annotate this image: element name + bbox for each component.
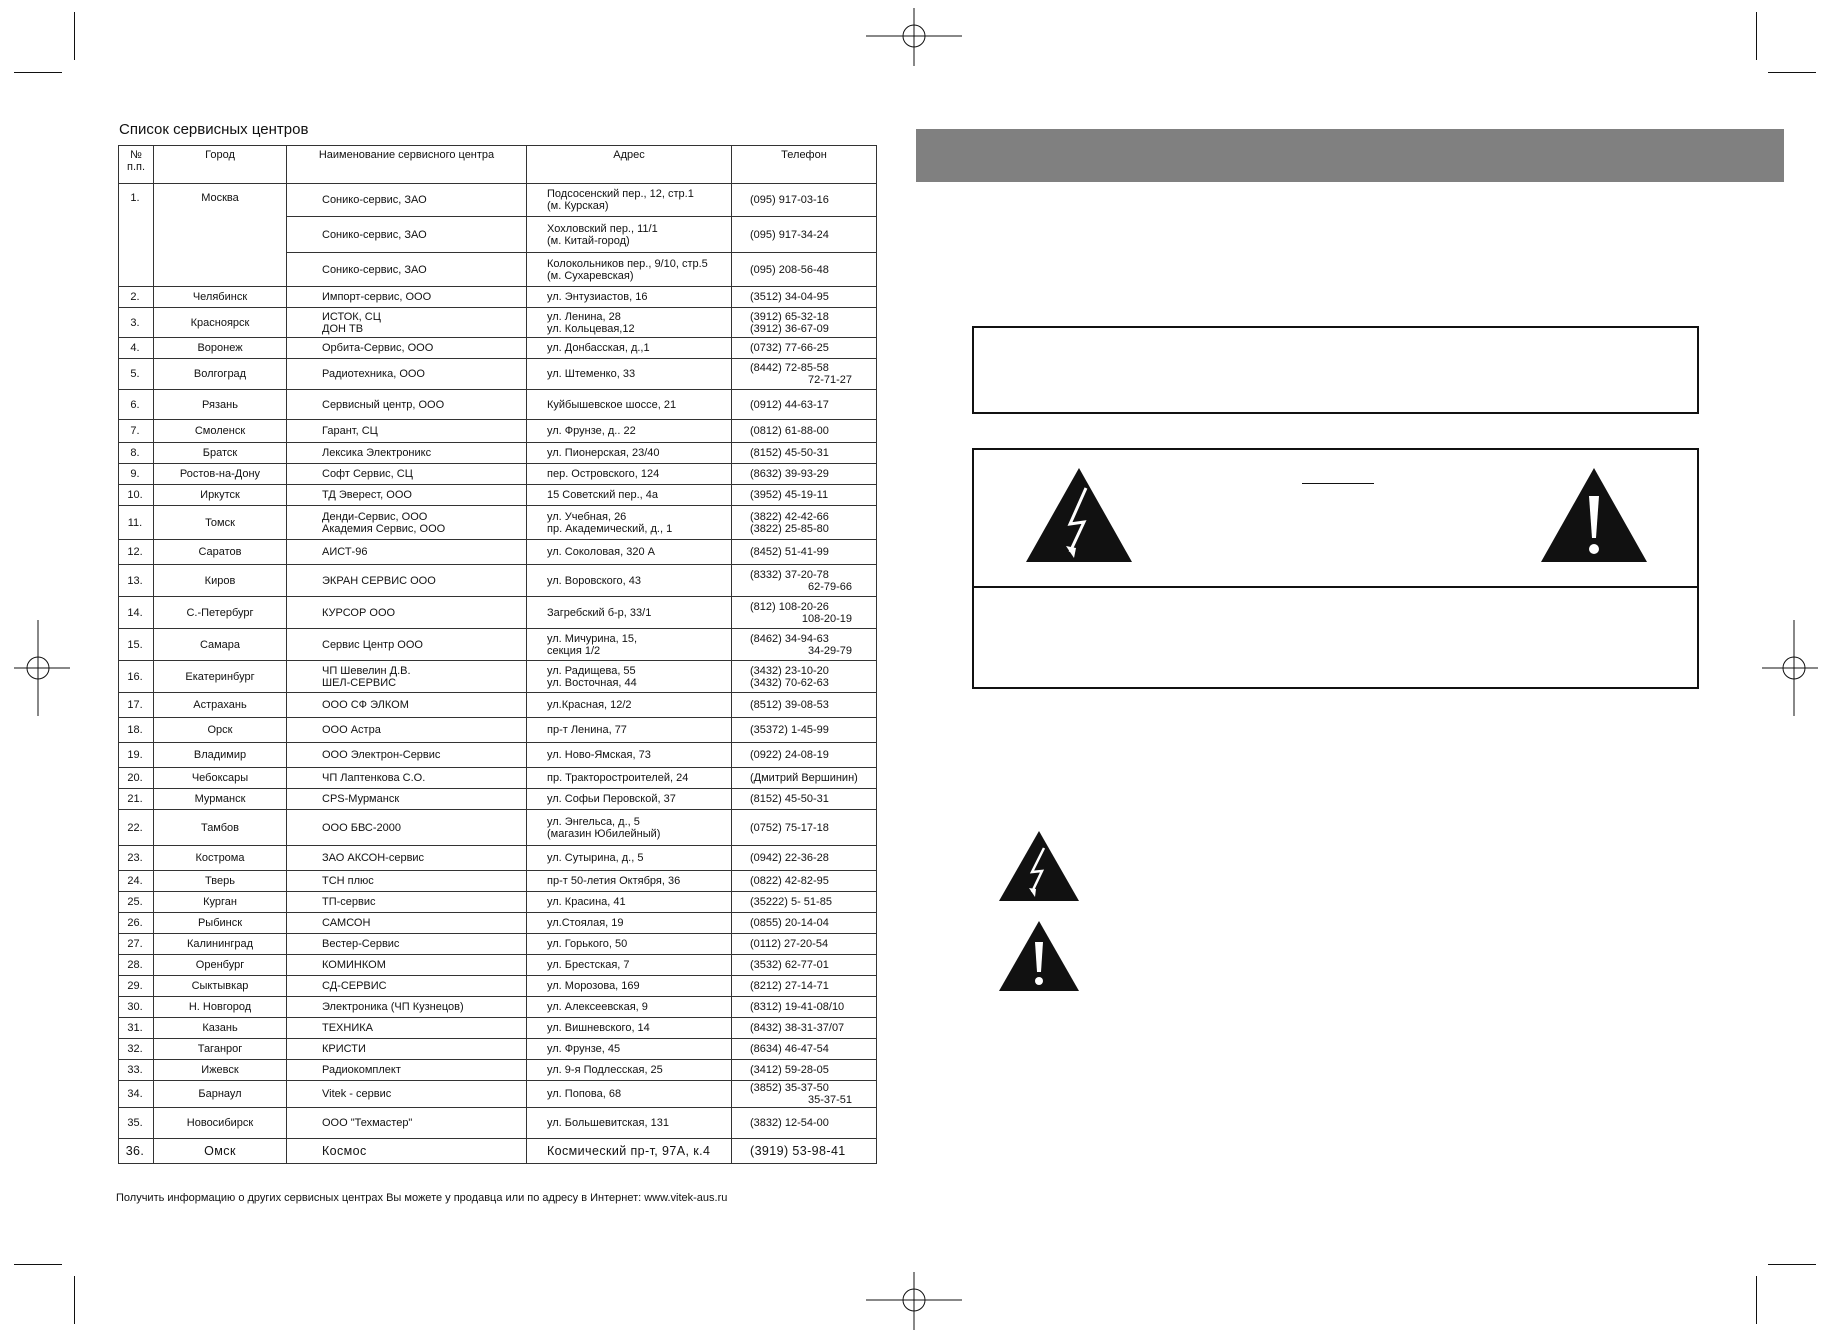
address-cell: ул. Вишневского, 14 — [527, 1018, 732, 1039]
service-name-cell: Софт Сервис, СЦ — [287, 464, 527, 485]
city-cell: Тамбов — [154, 810, 287, 846]
city-cell: Челябинск — [154, 287, 287, 308]
table-row — [119, 1060, 877, 1081]
phone-cell: (095) 917-34-24 — [732, 217, 877, 253]
table-row — [119, 1108, 877, 1139]
phone-line: 62-79-66 — [807, 580, 852, 593]
caution-box — [972, 448, 1699, 689]
table-row — [119, 846, 877, 871]
row-number: 5. — [119, 359, 154, 390]
address-cell: пер. Островского, 124 — [527, 464, 732, 485]
city-cell: Тверь — [154, 871, 287, 892]
service-name-cell: Радиотехника, ООО — [287, 359, 527, 390]
footnote: Получить информацию о других сервисных центрах Вы можете у продавца или по адресу в Интернет: www.vitek-aus.ru — [116, 1192, 728, 1204]
city-cell: Калининград — [154, 934, 287, 955]
row-number: 27. — [119, 934, 154, 955]
table-row — [119, 718, 877, 743]
city-cell: Волгоград — [154, 359, 287, 390]
phone-cell — [732, 565, 877, 597]
service-name-cell: АИСТ-96 — [287, 540, 527, 565]
service-name-cell: Космос — [287, 1139, 527, 1164]
phone-cell: (0922) 24-08-19 — [732, 743, 877, 768]
city-cell: Воронеж — [154, 338, 287, 359]
lightning-warning-icon — [1024, 466, 1134, 564]
service-name-cell: СД-СЕРВИС — [287, 976, 527, 997]
phone-cell: (3952) 45-19-11 — [732, 485, 877, 506]
table-row — [119, 743, 877, 768]
table-row — [119, 485, 877, 506]
city-cell: Братск — [154, 443, 287, 464]
city-cell: Владимир — [154, 743, 287, 768]
row-number: 29. — [119, 976, 154, 997]
registration-mark-icon — [862, 8, 966, 68]
registration-mark-icon — [12, 618, 72, 718]
table-row — [119, 661, 877, 693]
phone-cell — [732, 359, 877, 390]
phone-cell: (3832) 12-54-00 — [732, 1108, 877, 1139]
column-header: Телефон — [732, 146, 877, 184]
address-cell: ул. Горького, 50 — [527, 934, 732, 955]
address-cell: ул. Энгельса, д., 5 (магазин Юбилейный) — [527, 810, 732, 846]
address-cell: ул. Алексеевская, 9 — [527, 997, 732, 1018]
exclamation-warning-icon — [998, 920, 1080, 992]
service-name-cell: Vitek - сервис — [287, 1081, 527, 1108]
phone-cell: (095) 208-56-48 — [732, 253, 877, 287]
address-cell: Космический пр-т, 97А, к.4 — [527, 1139, 732, 1164]
crop-mark — [14, 1264, 62, 1265]
service-name-cell: ЧП Шевелин Д.В. ШЕЛ-СЕРВИС — [287, 661, 527, 693]
service-name-cell: Лексика Электроникс — [287, 443, 527, 464]
row-number: 34. — [119, 1081, 154, 1108]
table-row — [119, 934, 877, 955]
row-number: 18. — [119, 718, 154, 743]
row-number: 3. — [119, 308, 154, 338]
phone-cell: (35222) 5- 51-85 — [732, 892, 877, 913]
city-cell: Киров — [154, 565, 287, 597]
row-number: 25. — [119, 892, 154, 913]
address-cell: ул. Мичурина, 15, секция 1/2 — [527, 629, 732, 661]
service-name-cell: Электроника (ЧП Кузнецов) — [287, 997, 527, 1018]
city-cell: Казань — [154, 1018, 287, 1039]
service-name-cell: Сонико-сервис, ЗАО — [287, 217, 527, 253]
city-cell: Барнаул — [154, 1081, 287, 1108]
row-number: 8. — [119, 443, 154, 464]
table-row — [119, 443, 877, 464]
column-header: Наименование сервисного центра — [287, 146, 527, 184]
crop-mark — [1756, 1276, 1757, 1324]
crop-mark — [1768, 1264, 1816, 1265]
service-name-cell: ООО СФ ЭЛКОМ — [287, 693, 527, 718]
service-name-cell: КРИСТИ — [287, 1039, 527, 1060]
address-cell: Загребский б-р, 33/1 — [527, 597, 732, 629]
address-cell: Куйбышевское шоссе, 21 — [527, 390, 732, 420]
phone-cell: (3512) 34-04-95 — [732, 287, 877, 308]
table-row — [119, 871, 877, 892]
service-name-cell: Сервисный центр, ООО — [287, 390, 527, 420]
table-row — [119, 810, 877, 846]
address-cell: 15 Советский пер., 4а — [527, 485, 732, 506]
address-cell: пр-т Ленина, 77 — [527, 718, 732, 743]
address-cell: ул. Фрунзе, д.. 22 — [527, 420, 732, 443]
service-name-cell: Денди-Сервис, ООО Академия Сервис, ООО — [287, 506, 527, 540]
address-cell: ул. Воровского, 43 — [527, 565, 732, 597]
crop-mark — [74, 1276, 75, 1324]
address-cell: ул. Брестская, 7 — [527, 955, 732, 976]
service-name-cell: Орбита-Сервис, ООО — [287, 338, 527, 359]
city-cell: Чебоксары — [154, 768, 287, 789]
table-row — [119, 1081, 877, 1108]
service-name-cell: ТД Эверест, ООО — [287, 485, 527, 506]
row-number: 2. — [119, 287, 154, 308]
phone-cell: (3919) 53-98-41 — [732, 1139, 877, 1164]
page-title: Список сервисных центров — [119, 121, 309, 138]
table-row — [119, 597, 877, 629]
address-cell: ул. Ново-Ямская, 73 — [527, 743, 732, 768]
table-row — [119, 997, 877, 1018]
service-name-cell: ООО БВС-2000 — [287, 810, 527, 846]
city-cell: Орск — [154, 718, 287, 743]
service-name-cell: Гарант, СЦ — [287, 420, 527, 443]
phone-cell: (3432) 23-10-20 (3432) 70-62-63 — [732, 661, 877, 693]
table-row — [119, 1018, 877, 1039]
address-cell: ул. Штеменко, 33 — [527, 359, 732, 390]
table-row — [119, 976, 877, 997]
service-name-cell: ТСН плюс — [287, 871, 527, 892]
header-bar — [916, 129, 1784, 182]
address-cell: ул. Донбасская, д.,1 — [527, 338, 732, 359]
phone-cell: (8632) 39-93-29 — [732, 464, 877, 485]
address-cell: ул. Учебная, 26 пр. Академический, д., 1 — [527, 506, 732, 540]
address-cell: ул.Стоялая, 19 — [527, 913, 732, 934]
address-cell: Колокольников пер., 9/10, стр.5 (м. Сухаревская) — [527, 253, 732, 287]
table-row — [119, 892, 877, 913]
phone-cell: (8452) 51-41-99 — [732, 540, 877, 565]
service-name-cell: ООО "Техмастер" — [287, 1108, 527, 1139]
service-name-cell: САМСОН — [287, 913, 527, 934]
service-name-cell: ТП-сервис — [287, 892, 527, 913]
row-number: 11. — [119, 506, 154, 540]
city-cell: Москва — [154, 184, 287, 287]
table-row — [119, 913, 877, 934]
phone-cell: (095) 917-03-16 — [732, 184, 877, 217]
phone-cell: (3412) 59-28-05 — [732, 1060, 877, 1081]
city-cell: Ижевск — [154, 1060, 287, 1081]
crop-mark — [1756, 12, 1757, 60]
phone-cell: (0752) 75-17-18 — [732, 810, 877, 846]
row-number: 6. — [119, 390, 154, 420]
service-name-cell: ТЕХНИКА — [287, 1018, 527, 1039]
address-cell: Подсосенский пер., 12, стр.1 (м. Курская) — [527, 184, 732, 217]
table-row — [119, 565, 877, 597]
phone-cell: (0942) 22-36-28 — [732, 846, 877, 871]
service-name-cell: ИСТОК, СЦ ДОН ТВ — [287, 308, 527, 338]
row-number: 14. — [119, 597, 154, 629]
table-row — [119, 693, 877, 718]
city-cell: Рязань — [154, 390, 287, 420]
phone-cell: (0912) 44-63-17 — [732, 390, 877, 420]
table-row — [119, 540, 877, 565]
city-cell: С.-Петербург — [154, 597, 287, 629]
phone-line: (812) 108-20-26 — [750, 600, 829, 613]
lightning-warning-icon — [998, 830, 1080, 902]
registration-mark-icon — [862, 1270, 966, 1330]
row-number: 26. — [119, 913, 154, 934]
city-cell: Астрахань — [154, 693, 287, 718]
row-number: 19. — [119, 743, 154, 768]
address-cell: ул. Радищева, 55 ул. Восточная, 44 — [527, 661, 732, 693]
phone-cell — [732, 597, 877, 629]
phone-cell: (8212) 27-14-71 — [732, 976, 877, 997]
table-row — [119, 390, 877, 420]
address-cell: пр. Тракторостроителей, 24 — [527, 768, 732, 789]
table-row — [119, 308, 877, 338]
service-name-cell: ООО Электрон-Сервис — [287, 743, 527, 768]
address-cell: ул.Красная, 12/2 — [527, 693, 732, 718]
row-number: 23. — [119, 846, 154, 871]
crop-mark — [14, 72, 62, 73]
table-row — [119, 768, 877, 789]
row-number: 13. — [119, 565, 154, 597]
service-name-cell: Сонико-сервис, ЗАО — [287, 184, 527, 217]
table-row — [119, 287, 877, 308]
column-header: Адрес — [527, 146, 732, 184]
row-number: 1. — [119, 184, 154, 287]
address-cell: ул. Большевитская, 131 — [527, 1108, 732, 1139]
city-cell: Рыбинск — [154, 913, 287, 934]
service-name-cell: Радиокомплект — [287, 1060, 527, 1081]
address-cell: ул. Морозова, 169 — [527, 976, 732, 997]
address-cell: ул. Софьи Перовской, 37 — [527, 789, 732, 810]
row-number: 7. — [119, 420, 154, 443]
phone-cell: (0112) 27-20-54 — [732, 934, 877, 955]
crop-mark — [1768, 72, 1816, 73]
service-name-cell: КОМИНКОМ — [287, 955, 527, 976]
phone-cell: (8152) 45-50-31 — [732, 789, 877, 810]
city-cell: Сыктывкар — [154, 976, 287, 997]
table-row — [119, 629, 877, 661]
city-cell: Мурманск — [154, 789, 287, 810]
row-number: 33. — [119, 1060, 154, 1081]
table-row — [119, 420, 877, 443]
city-cell: Ростов-на-Дону — [154, 464, 287, 485]
row-number: 28. — [119, 955, 154, 976]
service-name-cell: ЭКРАН СЕРВИС ООО — [287, 565, 527, 597]
phone-line: 35-37-51 — [807, 1094, 852, 1106]
phone-line: (8462) 34-94-63 — [750, 632, 829, 645]
row-number: 15. — [119, 629, 154, 661]
row-number: 9. — [119, 464, 154, 485]
city-cell: Саратов — [154, 540, 287, 565]
phone-cell: (3532) 62-77-01 — [732, 955, 877, 976]
caution-underline — [1302, 483, 1374, 484]
column-header: № п.п. — [119, 146, 154, 184]
service-name-cell: ООО Астра — [287, 718, 527, 743]
row-number: 16. — [119, 661, 154, 693]
service-name-cell: Вестер-Сервис — [287, 934, 527, 955]
row-number: 17. — [119, 693, 154, 718]
phone-cell: (0732) 77-66-25 — [732, 338, 877, 359]
phone-line: (8332) 37-20-78 — [750, 568, 829, 581]
address-cell: ул. 9-я Подлесская, 25 — [527, 1060, 732, 1081]
service-centers-table — [118, 145, 877, 1164]
phone-cell: (8634) 46-47-54 — [732, 1039, 877, 1060]
table-row — [119, 955, 877, 976]
phone-line: (3852) 35-37-50 — [750, 1082, 829, 1094]
row-number: 36. — [119, 1139, 154, 1164]
phone-cell: (8512) 39-08-53 — [732, 693, 877, 718]
phone-cell: (0855) 20-14-04 — [732, 913, 877, 934]
address-cell: Хохловский пер., 11/1 (м. Китай-город) — [527, 217, 732, 253]
city-cell: Новосибирск — [154, 1108, 287, 1139]
phone-cell: (3822) 42-42-66 (3822) 25-85-80 — [732, 506, 877, 540]
city-cell: Оренбург — [154, 955, 287, 976]
city-cell: Иркутск — [154, 485, 287, 506]
phone-line: 34-29-79 — [807, 644, 852, 657]
table-row — [119, 338, 877, 359]
city-cell: Красноярск — [154, 308, 287, 338]
city-cell: Кострома — [154, 846, 287, 871]
notice-box — [972, 326, 1699, 414]
city-cell: Смоленск — [154, 420, 287, 443]
address-cell: пр-т 50-летия Октября, 36 — [527, 871, 732, 892]
row-number: 20. — [119, 768, 154, 789]
column-header: Город — [154, 146, 287, 184]
phone-cell: (3912) 65-32-18 (3912) 36-67-09 — [732, 308, 877, 338]
phone-line: 108-20-19 — [801, 612, 852, 625]
row-number: 24. — [119, 871, 154, 892]
phone-cell: (35372) 1-45-99 — [732, 718, 877, 743]
table-row — [119, 506, 877, 540]
phone-cell: (0812) 61-88-00 — [732, 420, 877, 443]
caution-divider — [974, 586, 1697, 588]
address-cell: ул. Попова, 68 — [527, 1081, 732, 1108]
city-cell: Н. Новгород — [154, 997, 287, 1018]
row-number: 30. — [119, 997, 154, 1018]
service-name-cell: ЗАО АКСОН-сервис — [287, 846, 527, 871]
exclamation-warning-icon — [1539, 466, 1649, 564]
row-number: 35. — [119, 1108, 154, 1139]
phone-cell: (8312) 19-41-08/10 — [732, 997, 877, 1018]
row-number: 32. — [119, 1039, 154, 1060]
table-row — [119, 464, 877, 485]
crop-mark — [74, 12, 75, 60]
city-cell: Омск — [154, 1139, 287, 1164]
row-number: 12. — [119, 540, 154, 565]
table-row — [119, 359, 877, 390]
phone-cell — [732, 629, 877, 661]
phone-cell: (8152) 45-50-31 — [732, 443, 877, 464]
city-cell: Томск — [154, 506, 287, 540]
address-cell: ул. Соколовая, 320 А — [527, 540, 732, 565]
phone-cell: (8432) 38-31-37/07 — [732, 1018, 877, 1039]
row-number: 4. — [119, 338, 154, 359]
service-name-cell: Сервис Центр ООО — [287, 629, 527, 661]
phone-line: (8442) 72-85-58 — [750, 362, 829, 374]
service-name-cell: КУРСОР ООО — [287, 597, 527, 629]
address-cell: ул. Фрунзе, 45 — [527, 1039, 732, 1060]
service-name-cell: ЧП Лаптенкова С.О. — [287, 768, 527, 789]
table-header-row — [119, 146, 877, 184]
address-cell: ул. Энтузиастов, 16 — [527, 287, 732, 308]
row-number: 10. — [119, 485, 154, 506]
city-cell: Самара — [154, 629, 287, 661]
registration-mark-icon — [1760, 618, 1820, 718]
city-cell: Таганрог — [154, 1039, 287, 1060]
phone-line: 72-71-27 — [807, 374, 852, 386]
address-cell: ул. Красина, 41 — [527, 892, 732, 913]
address-cell: ул. Сутырина, д., 5 — [527, 846, 732, 871]
city-cell: Курган — [154, 892, 287, 913]
phone-cell: (0822) 42-82-95 — [732, 871, 877, 892]
address-cell: ул. Ленина, 28 ул. Кольцевая,12 — [527, 308, 732, 338]
service-name-cell: CPS-Мурманск — [287, 789, 527, 810]
address-cell: ул. Пионерская, 23/40 — [527, 443, 732, 464]
phone-cell — [732, 1081, 877, 1108]
service-name-cell: Сонико-сервис, ЗАО — [287, 253, 527, 287]
table-row — [119, 1039, 877, 1060]
table-row — [119, 184, 877, 217]
phone-cell: (Дмитрий Вершинин) — [732, 768, 877, 789]
row-number: 31. — [119, 1018, 154, 1039]
row-number: 22. — [119, 810, 154, 846]
row-number: 21. — [119, 789, 154, 810]
table-row — [119, 1139, 877, 1164]
city-cell: Екатеринбург — [154, 661, 287, 693]
table-row — [119, 789, 877, 810]
service-name-cell: Импорт-сервис, ООО — [287, 287, 527, 308]
